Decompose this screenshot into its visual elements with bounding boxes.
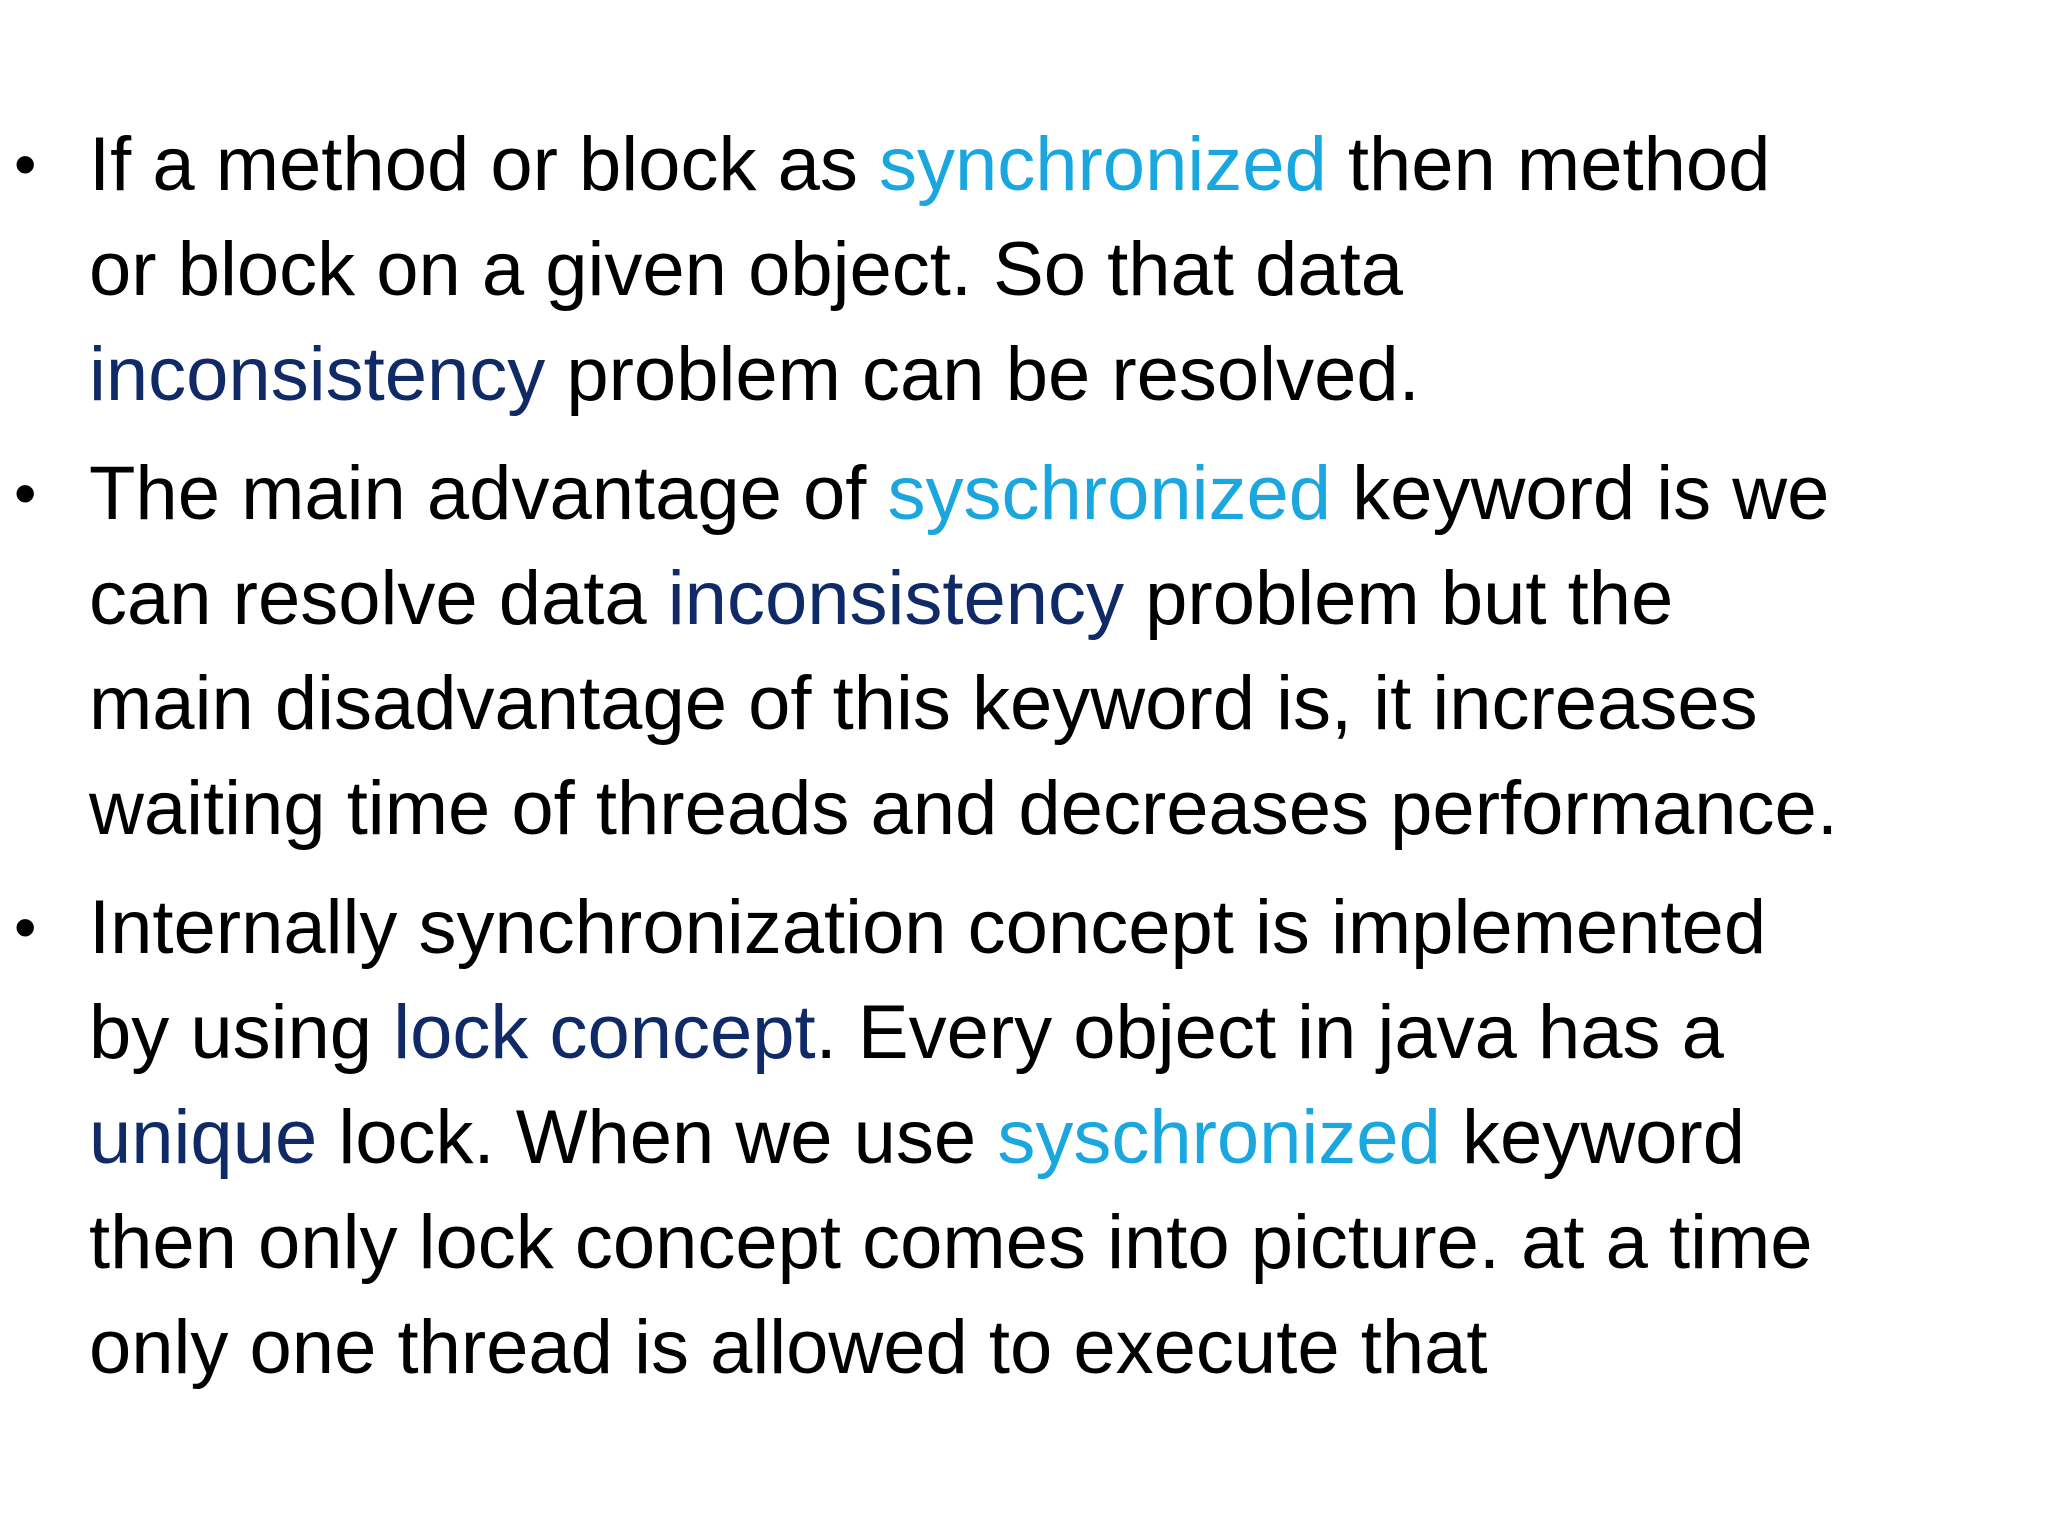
text-segment: problem can be resolved. [545,332,1420,417]
highlight-syschronized: syschronized [997,1095,1441,1180]
text-segment: keyword [1440,1095,1745,1180]
text-segment: keyword is we [1331,451,1830,536]
highlight-lock-concept: lock concept [393,990,816,1075]
bullet-3-line-3 [89,1085,2010,1190]
text-segment: then only lock concept comes into picture. at a time [89,1200,1813,1285]
highlight-synchronized: synchronized [878,122,1327,207]
bullet-2-line-1 [89,441,2010,546]
text-segment: waiting time of threads and decreases performance. [89,766,1838,851]
highlight-syschronized: syschronized [887,451,1332,536]
text-segment: main disadvantage of this keyword is, it increases [89,661,1758,746]
bullet-1-line-2 [89,217,2010,322]
bullet-3-line-4 [89,1190,2010,1295]
bullet-item-3 [0,875,2010,1400]
highlight-unique: unique [89,1095,318,1180]
bullet-dot-icon: • [14,457,37,529]
bullet-3-line-5 [89,1295,2010,1400]
text-segment: lock. When we use [317,1095,998,1180]
text-segment: The main advantage of [89,451,888,536]
bullet-list [0,112,2010,1414]
text-segment: . Every object in java has a [815,990,1724,1075]
bullet-2-line-4 [89,756,2010,861]
bullet-dot-icon: • [14,891,37,963]
text-segment: by using [89,990,394,1075]
bullet-item-1 [0,112,2010,427]
text-segment: If a method or block as [89,122,879,207]
bullet-3-line-2 [89,980,2010,1085]
text-segment: or block on a given object. So that data [89,227,1403,312]
text-segment: then method [1326,122,1771,207]
bullet-item-2 [0,441,2010,861]
bullet-2-line-3 [89,651,2010,756]
bullet-1-line-1 [89,112,2010,217]
text-segment: Internally synchronization concept is implemented [89,885,1767,970]
text-segment: problem but the [1124,556,1674,641]
text-segment: can resolve data [89,556,668,641]
bullet-dot-icon: • [14,128,37,200]
bullet-1-line-3 [89,322,2010,427]
text-segment: only one thread is allowed to execute that [89,1305,1488,1390]
highlight-inconsistency: inconsistency [89,332,546,417]
bullet-3-line-1 [89,875,2010,980]
bullet-2-line-2 [89,546,2010,651]
highlight-inconsistency: inconsistency [667,556,1125,641]
